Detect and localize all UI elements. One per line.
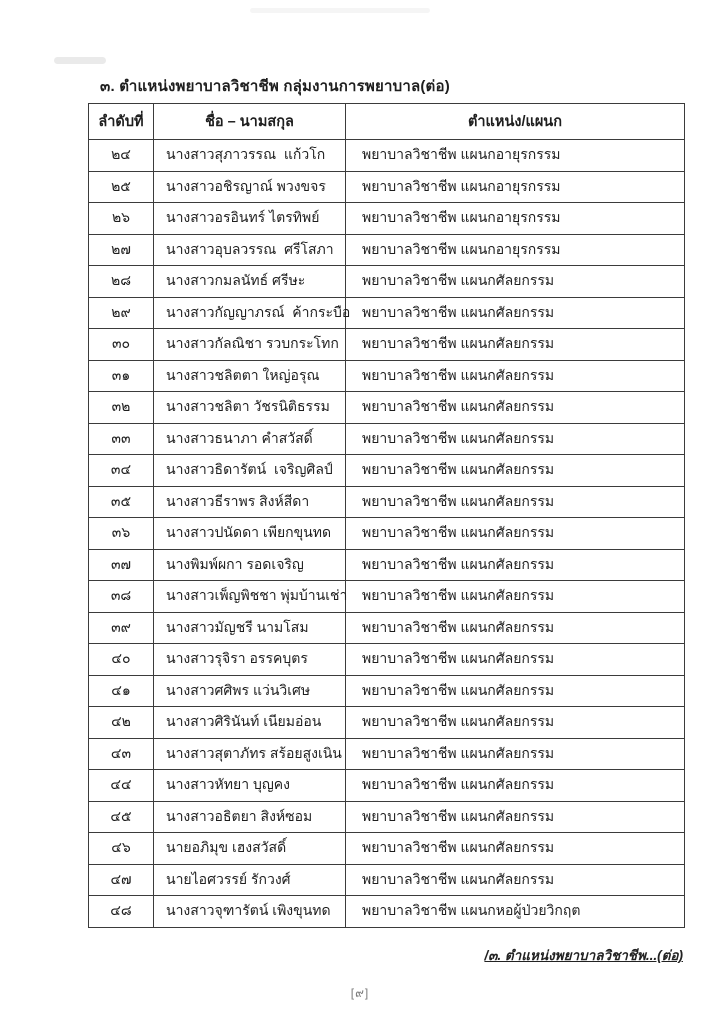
personnel-table: [88, 103, 685, 928]
row-order-number: ๔๒: [89, 707, 154, 739]
row-order-number: ๓๔: [89, 455, 154, 487]
row-full-name: นางสาวปนัดดา เพียกขุนทด: [154, 518, 346, 550]
row-position-department: พยาบาลวิชาชีพ แผนกศัลยกรรม: [346, 675, 685, 707]
continuation-note: /๓. ตำแหน่งพยาบาลวิชาชีพ...(ต่อ): [484, 948, 683, 963]
table-row: [89, 675, 685, 707]
row-order-number: ๓๑: [89, 360, 154, 392]
row-full-name: นางสาวศิรินันท์ เนียมอ่อน: [154, 707, 346, 739]
scan-artifact: [54, 57, 106, 64]
row-full-name: นางสาวศศิพร แว่นวิเศษ: [154, 675, 346, 707]
row-position-department: พยาบาลวิชาชีพ แผนกศัลยกรรม: [346, 549, 685, 581]
table-row: [89, 581, 685, 613]
row-position-department: พยาบาลวิชาชีพ แผนกศัลยกรรม: [346, 392, 685, 424]
row-order-number: ๒๔: [89, 140, 154, 172]
row-position-department: พยาบาลวิชาชีพ แผนกศัลยกรรม: [346, 297, 685, 329]
row-full-name: นางสาวเพ็ญพิชชา พุ่มบ้านเช่า: [154, 581, 346, 613]
row-full-name: นางสาวสุตาภัทร สร้อยสูงเนิน: [154, 738, 346, 770]
table-row: [89, 140, 685, 172]
row-full-name: นางสาวรุจิรา อรรคบุตร: [154, 644, 346, 676]
header-position-department: ตำแหน่ง/แผนก: [346, 104, 685, 140]
row-full-name: นางสาวมัญชรี นามโสม: [154, 612, 346, 644]
row-full-name: นางสาวกมลนัทธ์ ศรีษะ: [154, 266, 346, 298]
row-full-name: นายอภิมุข เฮงสวัสดิ์: [154, 833, 346, 865]
row-order-number: ๔๘: [89, 896, 154, 928]
row-position-department: พยาบาลวิชาชีพ แผนกศัลยกรรม: [346, 423, 685, 455]
row-position-department: พยาบาลวิชาชีพ แผนกศัลยกรรม: [346, 864, 685, 896]
row-position-department: พยาบาลวิชาชีพ แผนกศัลยกรรม: [346, 329, 685, 361]
row-position-department: พยาบาลวิชาชีพ แผนกศัลยกรรม: [346, 581, 685, 613]
row-order-number: ๓๒: [89, 392, 154, 424]
row-order-number: ๔๓: [89, 738, 154, 770]
row-order-number: ๓๕: [89, 486, 154, 518]
row-full-name: นางสาวธีราพร สิงห์สีดา: [154, 486, 346, 518]
table-row: [89, 360, 685, 392]
row-order-number: ๔๑: [89, 675, 154, 707]
row-order-number: ๔๕: [89, 801, 154, 833]
table-row: [89, 329, 685, 361]
row-order-number: ๒๗: [89, 234, 154, 266]
row-full-name: นางสาวอชิรญาณ์ พวงขจร: [154, 171, 346, 203]
row-full-name: นางสาวหัทยา บุญคง: [154, 770, 346, 802]
row-full-name: นางสาวกัลณิชา รวบกระโทก: [154, 329, 346, 361]
row-position-department: พยาบาลวิชาชีพ แผนกศัลยกรรม: [346, 455, 685, 487]
row-full-name: นางสาวธิดารัตน์ เจริญศิลป์: [154, 455, 346, 487]
row-order-number: ๔๐: [89, 644, 154, 676]
row-order-number: ๓๐: [89, 329, 154, 361]
row-order-number: ๒๘: [89, 266, 154, 298]
table-row: [89, 203, 685, 235]
row-position-department: พยาบาลวิชาชีพ แผนกอายุรกรรม: [346, 140, 685, 172]
table-header: [89, 104, 685, 140]
row-full-name: นางสาวจุฑารัตน์ เพิงขุนทด: [154, 896, 346, 928]
row-full-name: นางสาวอรอินทร์ ไตรทิพย์: [154, 203, 346, 235]
table-row: [89, 707, 685, 739]
row-full-name: นางสาวธนาภา คำสวัสดิ์: [154, 423, 346, 455]
row-position-department: พยาบาลวิชาชีพ แผนกศัลยกรรม: [346, 486, 685, 518]
row-order-number: ๔๗: [89, 864, 154, 896]
row-order-number: ๒๙: [89, 297, 154, 329]
table-row: [89, 801, 685, 833]
row-position-department: พยาบาลวิชาชีพ แผนกอายุรกรรม: [346, 234, 685, 266]
table-row: [89, 644, 685, 676]
row-position-department: พยาบาลวิชาชีพ แผนกศัลยกรรม: [346, 612, 685, 644]
table-row: [89, 833, 685, 865]
row-order-number: ๔๔: [89, 770, 154, 802]
row-full-name: นางสาวกัญญาภรณ์ ค้ากระบือ: [154, 297, 346, 329]
table-row: [89, 518, 685, 550]
table-body: [89, 140, 685, 928]
table-row: [89, 738, 685, 770]
row-order-number: ๓๙: [89, 612, 154, 644]
row-position-department: พยาบาลวิชาชีพ แผนกอายุรกรรม: [346, 171, 685, 203]
table-row: [89, 266, 685, 298]
table-row: [89, 612, 685, 644]
row-full-name: นางสาวชลิตา วัชรนิติธรรม: [154, 392, 346, 424]
row-order-number: ๓๗: [89, 549, 154, 581]
table-row: [89, 486, 685, 518]
row-position-department: พยาบาลวิชาชีพ แผนกศัลยกรรม: [346, 518, 685, 550]
row-position-department: พยาบาลวิชาชีพ แผนกศัลยกรรม: [346, 833, 685, 865]
row-position-department: พยาบาลวิชาชีพ แผนกหอผู้ป่วยวิกฤต: [346, 896, 685, 928]
row-full-name: นางสาวชลิตตา ใหญ่อรุณ: [154, 360, 346, 392]
table-row: [89, 864, 685, 896]
row-position-department: พยาบาลวิชาชีพ แผนกศัลยกรรม: [346, 360, 685, 392]
table-row: [89, 171, 685, 203]
table-row: [89, 455, 685, 487]
header-full-name: ชื่อ – นามสกุล: [154, 104, 346, 140]
row-order-number: ๓๓: [89, 423, 154, 455]
row-full-name: นางสาวอธิตยา สิงห์ซอม: [154, 801, 346, 833]
row-position-department: พยาบาลวิชาชีพ แผนกศัลยกรรม: [346, 738, 685, 770]
section-title: ๓. ตำแหน่งพยาบาลวิชาชีพ กลุ่มงานการพยาบาล(ต่อ): [100, 78, 450, 95]
row-position-department: พยาบาลวิชาชีพ แผนกศัลยกรรม: [346, 266, 685, 298]
header-order-number: ลำดับที่: [89, 104, 154, 140]
table-row: [89, 770, 685, 802]
row-order-number: ๒๖: [89, 203, 154, 235]
row-full-name: นายไอศวรรย์ รักวงศ์: [154, 864, 346, 896]
row-order-number: ๒๕: [89, 171, 154, 203]
row-position-department: พยาบาลวิชาชีพ แผนกอายุรกรรม: [346, 203, 685, 235]
table-row: [89, 549, 685, 581]
row-position-department: พยาบาลวิชาชีพ แผนกศัลยกรรม: [346, 644, 685, 676]
row-full-name: นางพิมพ์ผกา รอดเจริญ: [154, 549, 346, 581]
row-position-department: พยาบาลวิชาชีพ แผนกศัลยกรรม: [346, 707, 685, 739]
scan-artifact: [250, 8, 430, 13]
table-row: [89, 297, 685, 329]
page-number: [๙]: [350, 986, 370, 1000]
row-full-name: นางสาวสุภาวรรณ แก้วโก: [154, 140, 346, 172]
table-row: [89, 896, 685, 928]
row-position-department: พยาบาลวิชาชีพ แผนกศัลยกรรม: [346, 801, 685, 833]
row-order-number: ๔๖: [89, 833, 154, 865]
row-order-number: ๓๘: [89, 581, 154, 613]
row-order-number: ๓๖: [89, 518, 154, 550]
row-position-department: พยาบาลวิชาชีพ แผนกศัลยกรรม: [346, 770, 685, 802]
table-row: [89, 423, 685, 455]
row-full-name: นางสาวอุบลวรรณ ศรีโสภา: [154, 234, 346, 266]
table-row: [89, 392, 685, 424]
table-row: [89, 234, 685, 266]
